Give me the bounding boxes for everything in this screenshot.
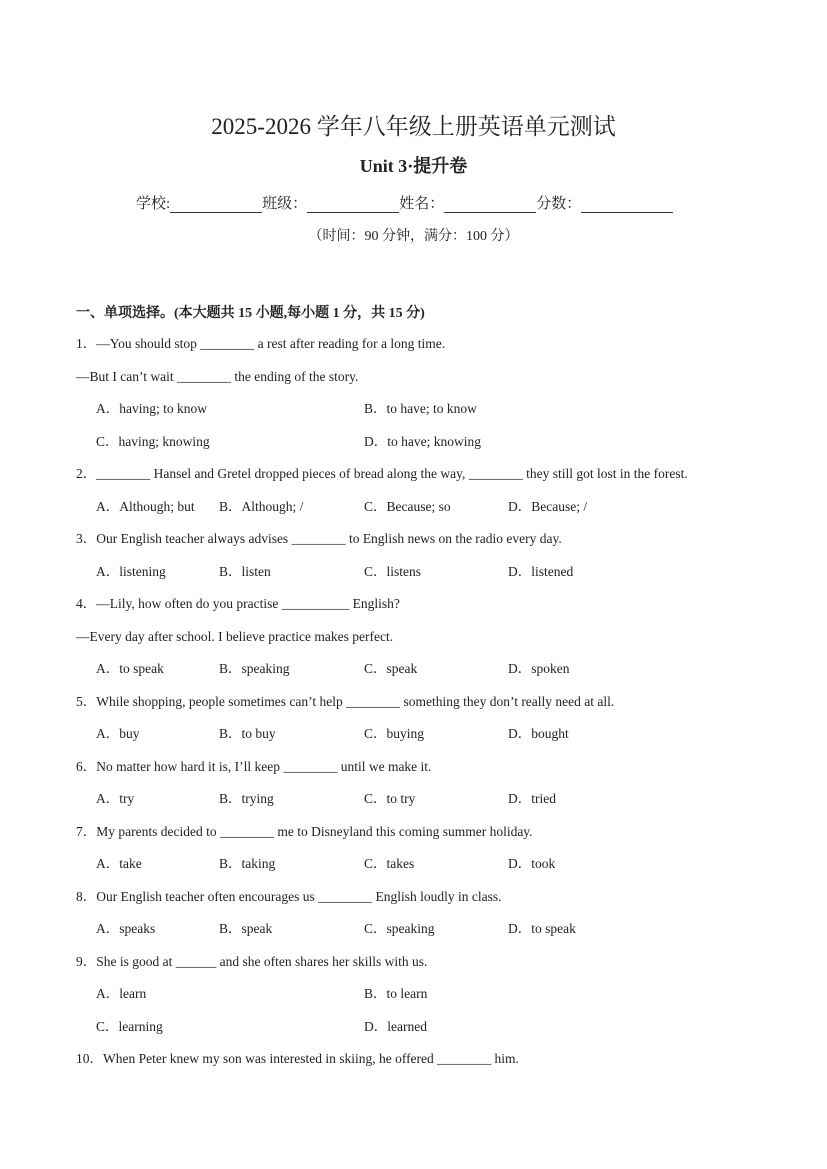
- time-note: （时间：90 分钟，满分：100 分）: [308, 229, 519, 244]
- section-heading: 一、单项选择。(本大题共 15 小题,每小题 1 分，共 15 分): [76, 306, 425, 321]
- answer-option[interactable]: C．buying: [364, 726, 425, 741]
- question-stem: 9．She is good at ______ and she often shares her skills with us.: [76, 953, 428, 969]
- answer-option[interactable]: D．Because; /: [508, 498, 588, 514]
- option-row: [76, 432, 776, 465]
- answer-option[interactable]: B．to learn: [364, 986, 428, 1001]
- school-blank[interactable]: [170, 196, 262, 213]
- option-row: [76, 562, 776, 595]
- answer-option[interactable]: A．speaks: [96, 921, 156, 936]
- answer-option[interactable]: D．listened: [508, 563, 574, 579]
- question-reply: —But I can’t wait ________ the ending of the story.: [76, 368, 359, 384]
- question-list: [76, 334, 776, 1082]
- answer-option[interactable]: B．trying: [219, 791, 274, 806]
- answer-option[interactable]: A．having; to know: [96, 401, 207, 416]
- question-reply: —Every day after school. I believe practice makes perfect.: [76, 628, 394, 644]
- option-row: [76, 497, 776, 530]
- score-label: 分数：: [536, 196, 582, 212]
- question-stem: 7．My parents decided to ________ me to Disneyland this coming summer holiday.: [76, 823, 533, 839]
- answer-option[interactable]: C．speak: [364, 661, 418, 676]
- question-stem: 8．Our English teacher often encourages us ________ English loudly in class.: [76, 888, 502, 904]
- answer-option[interactable]: B．taking: [219, 856, 276, 871]
- option-row: [76, 854, 776, 887]
- answer-option[interactable]: D．took: [508, 856, 556, 871]
- answer-option[interactable]: C．Because; so: [364, 498, 451, 514]
- answer-option[interactable]: A．try: [96, 791, 135, 806]
- student-info-fields: [136, 192, 673, 213]
- answer-option[interactable]: D．bought: [508, 726, 569, 741]
- document-subtitle: Unit 3·提升卷: [359, 156, 468, 176]
- answer-option[interactable]: C．learning: [96, 1018, 163, 1034]
- option-row: [76, 399, 776, 432]
- answer-option[interactable]: C．having; knowing: [96, 433, 210, 449]
- option-row: [76, 919, 776, 952]
- class-label: 班级：: [262, 196, 308, 212]
- answer-option[interactable]: D．tried: [508, 791, 556, 806]
- option-row: [76, 1017, 776, 1050]
- answer-option[interactable]: A．buy: [96, 726, 140, 741]
- question-stem: 10．When Peter knew my son was interested in skiing, he offered ________ him.: [76, 1051, 519, 1066]
- answer-option[interactable]: C．to try: [364, 791, 416, 806]
- answer-option[interactable]: C．listens: [364, 563, 422, 579]
- question-stem: 5．While shopping, people sometimes can’t help ________ something they don’t really need at all.: [76, 693, 615, 709]
- option-row: [76, 724, 776, 757]
- answer-option[interactable]: A．take: [96, 856, 142, 871]
- option-row: [76, 659, 776, 692]
- question-stem: 1．—You should stop ________ a rest after reading for a long time.: [76, 336, 446, 351]
- answer-option[interactable]: C．takes: [364, 856, 415, 871]
- option-row: [76, 984, 776, 1017]
- answer-option[interactable]: B．Although; /: [219, 498, 304, 514]
- answer-option[interactable]: A．learn: [96, 986, 147, 1001]
- answer-option[interactable]: D．to have; knowing: [364, 433, 481, 449]
- question-stem: 4．—Lily, how often do you practise __________ English?: [76, 596, 400, 611]
- answer-option[interactable]: D．to speak: [508, 921, 576, 936]
- name-label: 姓名：: [399, 196, 445, 212]
- answer-option[interactable]: B．to buy: [219, 726, 276, 741]
- document-title: 2025-2026 学年八年级上册英语单元测试: [211, 114, 616, 139]
- answer-option[interactable]: C．speaking: [364, 921, 435, 936]
- question-stem: 2．________ Hansel and Gretel dropped pieces of bread along the way, ________ they still got lost in the forest.: [76, 466, 688, 481]
- answer-option[interactable]: B．to have; to know: [364, 401, 477, 416]
- answer-option[interactable]: A．to speak: [96, 661, 164, 676]
- answer-option[interactable]: A．listening: [96, 563, 166, 579]
- class-blank[interactable]: [307, 196, 399, 213]
- answer-option[interactable]: D．spoken: [508, 661, 570, 676]
- answer-option[interactable]: D．learned: [364, 1018, 427, 1034]
- name-blank[interactable]: [444, 196, 536, 213]
- answer-option[interactable]: B．speak: [219, 921, 273, 936]
- answer-option[interactable]: A．Although; but: [96, 498, 195, 514]
- question-stem: 3．Our English teacher always advises ________ to English news on the radio every day.: [76, 531, 562, 546]
- answer-option[interactable]: B．listen: [219, 563, 271, 579]
- score-blank[interactable]: [581, 196, 673, 213]
- answer-option[interactable]: B．speaking: [219, 661, 290, 676]
- school-label: 学校:: [136, 196, 171, 212]
- question-stem: 6．No matter how hard it is, I’ll keep ________ until we make it.: [76, 758, 432, 774]
- option-row: [76, 789, 776, 822]
